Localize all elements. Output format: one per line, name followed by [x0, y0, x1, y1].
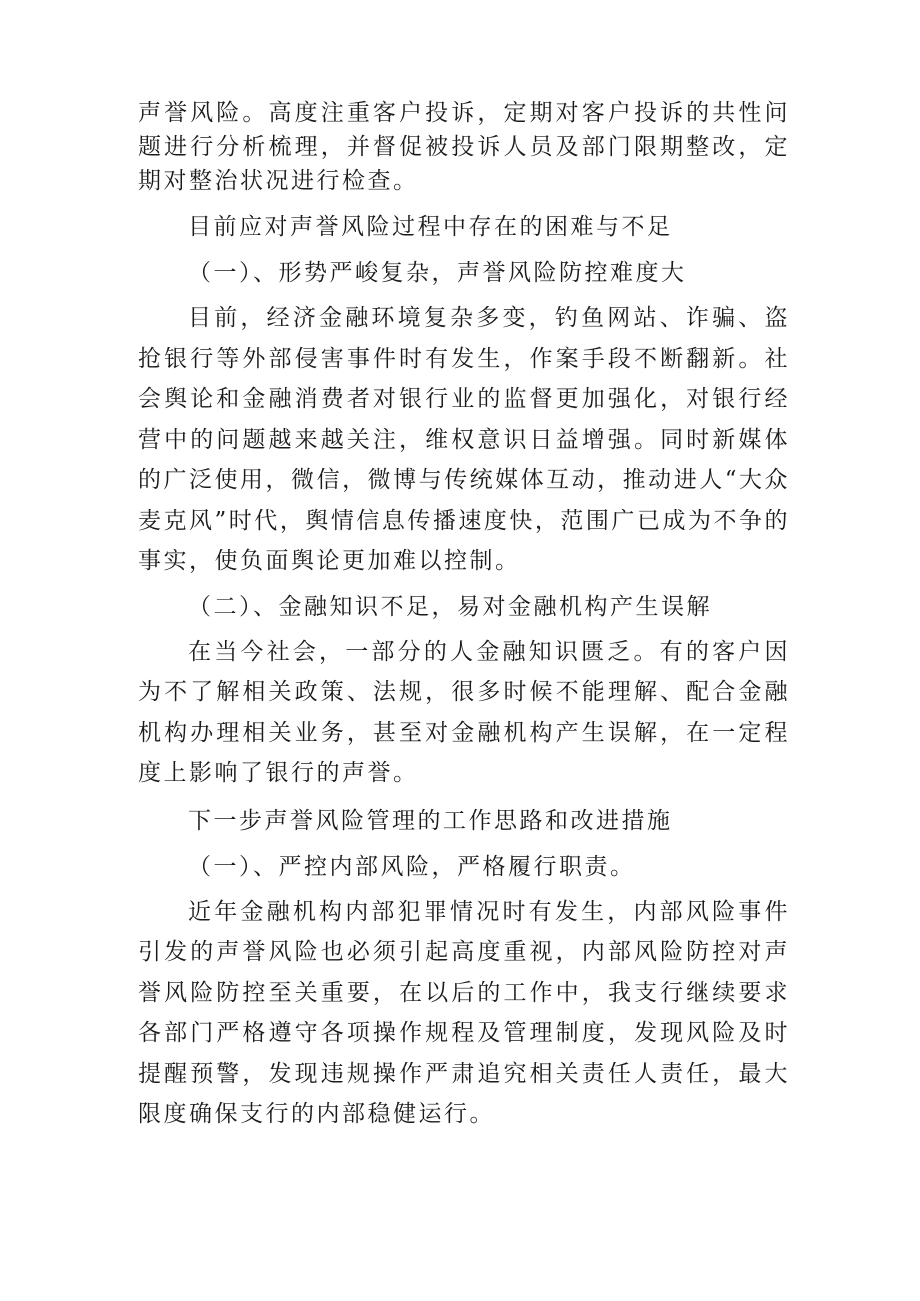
document-body — [138, 96, 790, 1135]
section-heading-difficulties: 目前应对声誉风险过程中存在的困难与不足 — [188, 214, 673, 240]
paragraph-financial-knowledge-lacking: 在当今社会，一部分的人金融知识匮乏。有的客户因为不了解相关政策、法规，很多时候不能理解、配合金融机构办理相关业务，甚至对金融机构产生误解，在一定程度上影响了银行的声誉。 — [138, 638, 790, 786]
subheading-financial-knowledge: （二）、金融知识不足，易对金融机构产生误解 — [188, 593, 712, 620]
section-heading-next-steps: 下一步声誉风险管理的工作思路和改进措施 — [188, 807, 673, 834]
subheading-internal-risk-control: （一）、严控内部风险，严格履行职责。 — [188, 853, 636, 880]
subheading-complex-situation: （一）、形势严峻复杂，声誉风险防控难度大 — [188, 260, 687, 286]
paragraph-economic-environment: 目前，经济金融环境复杂多变，钓鱼网站、诈骗、盗抢银行等外部侵害事件时有发生，作案手段不断翻新。社会舆论和金融消费者对银行业的监督更加强化，对银行经营中的问题越来越关注，维权意识日益增强。同时新媒体的广泛使用，微信，微博与传统媒体互动，推动进人“大众麦克风”时代，舆情信息传播速度快，范围广已成为不争的事实，使负面舆论更加难以控制。 — [138, 305, 790, 574]
paragraph-internal-risk-events: 近年金融机构内部犯罪情况时有发生，内部风险事件引发的声誉风险也必须引起高度重视，内部风险防控对声誉风险防控至关重要，在以后的工作中，我支行继续要求各部门严格遵守各项操作规程及管理制度，发现风险及时提醒预警，发现违规操作严肃追究相关责任人责任，最大限度确保支行的内部稳健运行。 — [138, 898, 790, 1127]
paragraph-reputation-risk-complaints: 声誉风险。高度注重客户投诉，定期对客户投诉的共性问题进行分析梳理，并督促被投诉人员及部门限期整改，定期对整治状况进行检查。 — [138, 100, 790, 194]
